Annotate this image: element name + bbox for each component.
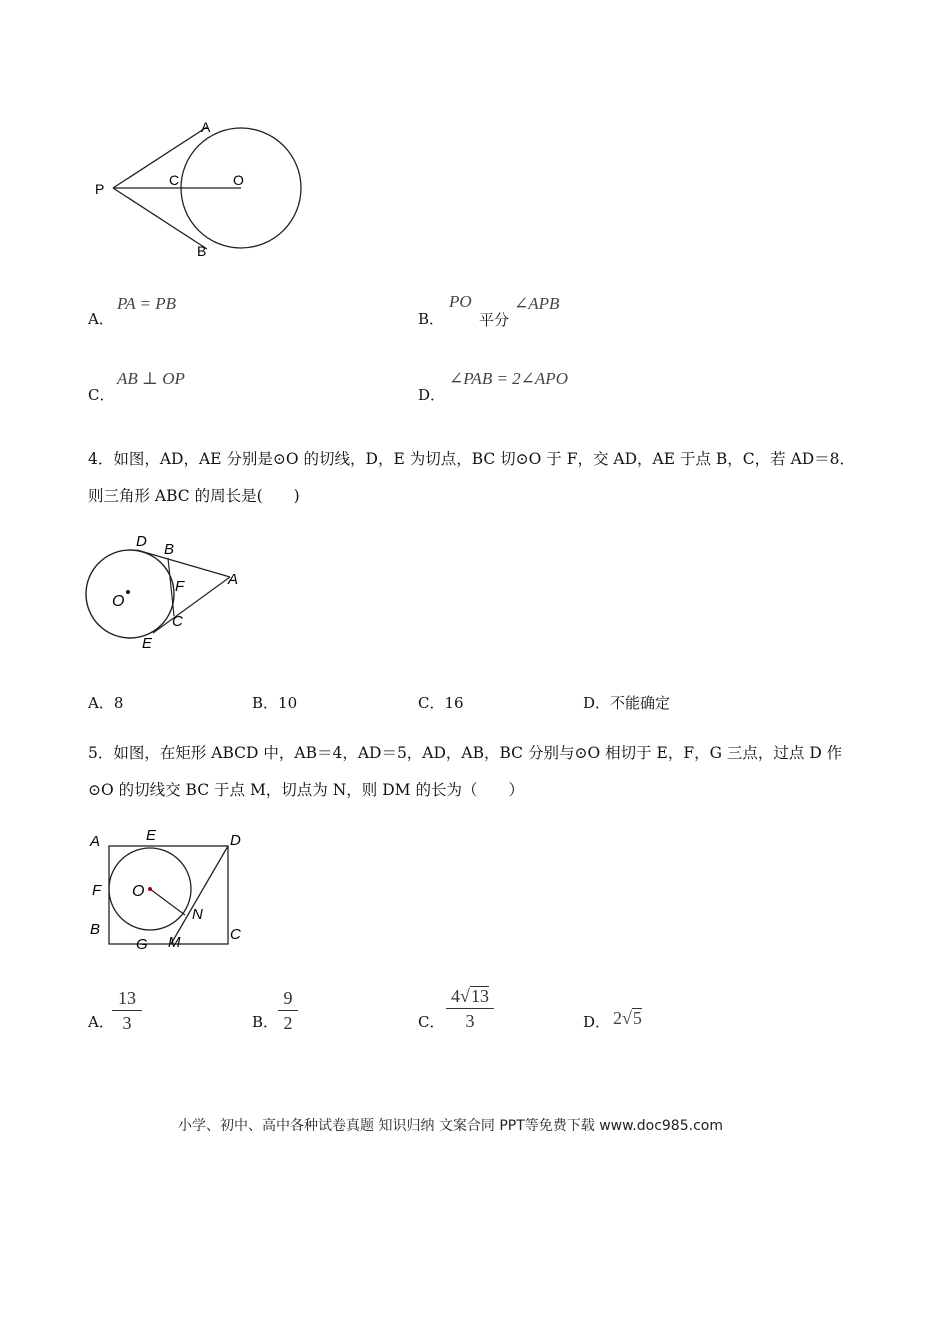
q5-label-b: B	[90, 921, 101, 938]
q4-label-f: F	[175, 578, 185, 595]
q4-option-d: D．不能确定	[583, 694, 671, 712]
q4-option-c: C．16	[418, 694, 464, 712]
q3-option-a-label: A．	[88, 310, 114, 328]
q3-option-a-expr: PA = PB	[117, 294, 177, 313]
q5-label-e: E	[146, 827, 157, 844]
q3-option-b-mid: 平分	[479, 311, 510, 329]
q3-option-c-expr: AB ⊥ OP	[117, 369, 185, 388]
q4-label-a: A	[228, 571, 239, 588]
q3-figure	[85, 110, 325, 270]
page-footer: 小学、初中、高中各种试卷真题 知识归纳 文案合同 PPT等免费下载 www.doc985.com	[178, 1118, 723, 1134]
q5-option-b-den: 2	[283, 1013, 293, 1033]
q5-option-c-den: 3	[465, 1011, 475, 1031]
q3-option-d-label: D．	[418, 386, 446, 404]
q4-label-b: B	[164, 541, 175, 558]
q5-label-n: N	[192, 906, 203, 923]
q4-stem-line2: 则三角形 ABC 的周长是( )	[88, 487, 300, 505]
q5-option-a-fraction	[112, 988, 142, 1033]
q5-option-c-num: 4√13	[451, 986, 489, 1006]
q4-label-o: O	[112, 593, 125, 610]
q5-stem-line1: 5．如图，在矩形 ABCD 中，AB＝4，AD＝5，AD，AB，BC 分别与⊙O 相切于 E，F，G 三点，过点 D 作	[88, 744, 843, 762]
q5-option-b-label: B．	[252, 1013, 279, 1031]
q3-label-o: O	[233, 172, 244, 188]
q5-center-dot	[148, 887, 152, 891]
q5-label-c: C	[230, 926, 241, 943]
q5-stem-line2: ⊙O 的切线交 BC 于点 M，切点为 N，则 DM 的长为（ ）	[88, 781, 524, 799]
q5-option-c-fraction	[446, 986, 494, 1031]
q5-option-c-label: C．	[418, 1013, 445, 1031]
q5-option-a-den: 3	[122, 1013, 132, 1033]
q3-option-d-expr: ∠PAB = 2∠APO	[449, 369, 568, 388]
q4-center-dot	[126, 590, 130, 594]
q4-circle	[86, 550, 174, 638]
q3-option-b-expr-left: PO	[449, 292, 472, 311]
q3-option-c-label: C．	[88, 386, 115, 404]
q3-label-c: C	[169, 172, 180, 188]
q5-label-a: A	[90, 833, 101, 850]
q5-label-g: G	[136, 936, 148, 953]
q5-option-d-expr: 2√5	[613, 1008, 642, 1028]
q4-label-d: D	[136, 533, 147, 550]
q5-figure	[82, 826, 257, 956]
q3-option-b-expr-right: ∠APB	[514, 294, 560, 313]
q5-radius-on	[150, 889, 185, 915]
q4-option-a: A．8	[88, 694, 124, 712]
q4-label-e: E	[142, 635, 153, 652]
q4-stem-line1: 4．如图，AD，AE 分别是⊙O 的切线，D，E 为切点，BC 切⊙O 于 F，交 AD，AE 于点 B，C，若 AD＝8．	[88, 450, 856, 468]
q4-tangent-ad	[137, 550, 230, 577]
q5-option-b-fraction	[278, 988, 298, 1033]
q3-tangent-pa	[113, 127, 207, 188]
q5-option-a-label: A．	[88, 1013, 114, 1031]
q5-label-o: O	[132, 883, 145, 900]
q5-label-m: M	[168, 934, 181, 951]
q5-option-b-num: 9	[283, 988, 293, 1008]
q3-label-b: B	[197, 243, 207, 259]
q4-option-b: B．10	[252, 694, 298, 712]
q5-label-f: F	[92, 882, 102, 899]
q5-rectangle	[109, 846, 228, 944]
q4-label-c: C	[172, 613, 183, 630]
q4-figure	[80, 530, 260, 655]
q5-option-d-label: D．	[583, 1013, 611, 1031]
q4-tangent-ae	[153, 577, 230, 633]
q5-option-a-num: 13	[118, 988, 136, 1008]
q3-label-a: A	[201, 119, 211, 135]
q5-label-d: D	[230, 832, 241, 849]
q3-tangent-pb	[113, 188, 207, 249]
q3-label-p: P	[95, 181, 105, 197]
q3-option-b-label: B．	[418, 310, 445, 328]
